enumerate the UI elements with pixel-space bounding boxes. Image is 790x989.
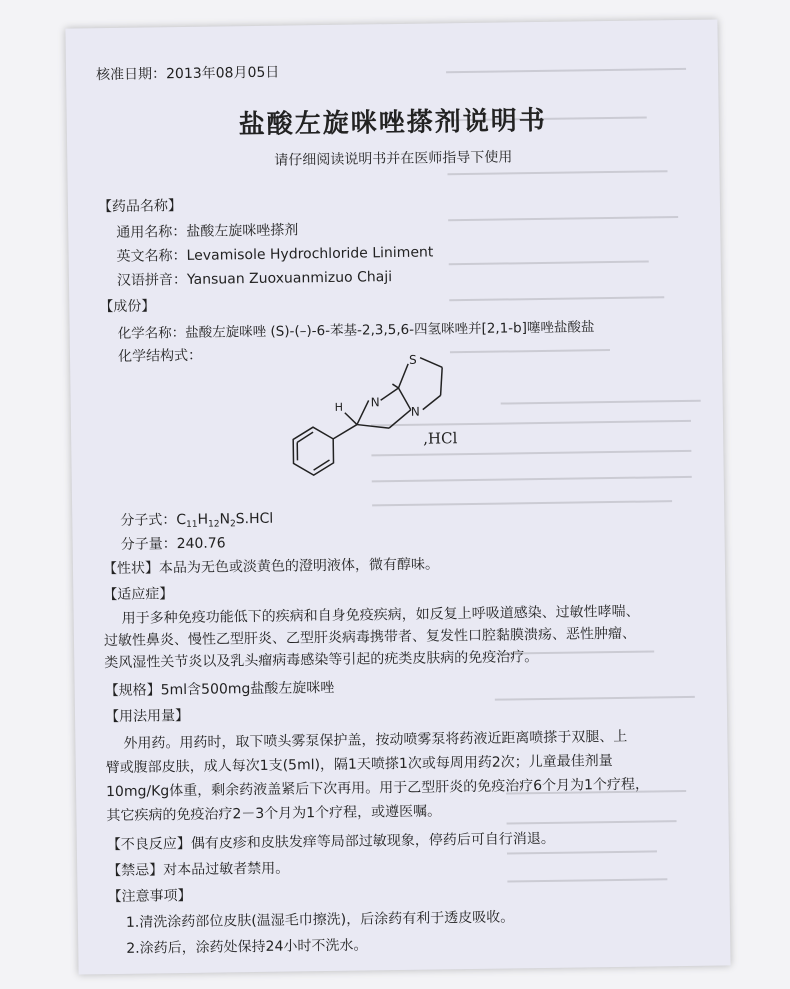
pinyin-name: 汉语拼音：Yansuan Zuoxuanmizuo Chaji [116, 269, 393, 289]
indications-line: 类风湿性关节炎以及乳头瘤病毒感染等引起的疣类皮肤病的免疫治疗。 [104, 649, 539, 672]
dosage-text [105, 723, 726, 828]
atom-h: H [334, 400, 344, 414]
adverse-reactions: 【不良反应】偶有皮疹和皮肤发痒等局部过敏现象，停药后可自行消退。 [106, 830, 555, 854]
atom-n2: N [410, 404, 420, 419]
indications-text [104, 599, 725, 674]
formula-c-count: 11 [186, 519, 198, 530]
leaflet-content [65, 19, 730, 974]
formula-n: N [219, 511, 231, 528]
formula-h: H [197, 511, 209, 528]
structure-label: 化学结构式： [117, 347, 203, 365]
precaution-item: 1.清洗涂药部位皮肤(温湿毛巾擦洗)，后涂药有利于透皮吸收。 [125, 909, 515, 931]
properties: 【性状】本品为无色或淡黄色的澄明液体，微有醇味。 [102, 556, 440, 578]
molecular-formula [120, 508, 273, 530]
leaflet-page [65, 19, 730, 974]
document-title: 盐酸左旋咪唑搽剂说明书 [238, 105, 547, 141]
section-heading-indications: 【适应症】 [103, 586, 174, 604]
specification: 【规格】5ml含500mg盐酸左旋咪唑 [104, 679, 335, 700]
section-heading-dosage: 【用法用量】 [104, 707, 190, 726]
formula-c: C [176, 511, 187, 529]
chemical-structure-diagram [260, 319, 492, 502]
atom-s: S [408, 352, 417, 367]
dosage-line: 10mg/Kg体重，剩余药液盖紧后下次再用。用于乙型肝炎的免疫治疗6个月为1个疗程， [105, 776, 650, 801]
document-subtitle: 请仔细阅读说明书并在医师指导下使用 [274, 149, 513, 169]
formula-rest: S.HCl [235, 510, 274, 528]
formula-prefix: 分子式： [120, 512, 177, 529]
approval-date: 核准日期：2013年08月05日 [95, 64, 280, 84]
formula-h-count: 12 [208, 519, 220, 530]
dosage-line: 臂或腹部皮肤，成人每次1支(5ml)，隔1天喷搽1次或每周用药2次；儿童最佳剂量 [105, 753, 613, 777]
hcl-label: ,HCl [423, 429, 458, 448]
dosage-line: 外用药。用药时，取下喷头雾泵保护盖，按动喷雾泵将药液近距离喷搽于双腿、上 [123, 728, 628, 752]
atom-n1: N [370, 395, 380, 410]
dosage-line: 其它疾病的免疫治疗2－3个月为1个疗程，或遵医嘱。 [106, 803, 442, 825]
contraindications: 【禁忌】对本品过敏者禁用。 [107, 860, 290, 880]
indications-line: 过敏性鼻炎、慢性乙型肝炎、乙型肝炎病毒携带者、复发性口腔黏膜溃疡、恶性肿瘤、 [103, 625, 637, 650]
section-heading-precautions: 【注意事项】 [107, 887, 192, 906]
molecular-weight: 分子量：240.76 [120, 535, 226, 553]
section-heading-drug-name: 【药品名称】 [97, 197, 183, 216]
precaution-item: 2.涂药后，涂药处保持24小时不洗水。 [126, 937, 368, 957]
chemical-name: 化学名称：盐酸左旋咪唑 (S)-(–)-6-苯基-2,3,5,6-四氢咪唑并[2,1-b]噻唑盐酸盐 [117, 319, 595, 342]
indications-line: 用于多种免疫功能低下的疾病和自身免疫疾病，如反复上呼吸道感染、过敏性哮喘、 [121, 603, 640, 627]
formula-n-count: 2 [229, 519, 236, 530]
generic-name: 通用名称：盐酸左旋咪唑搽剂 [116, 222, 299, 241]
benzene-ring [293, 427, 334, 476]
english-name: 英文名称：Levamisole Hydrochloride Liniment [116, 244, 434, 265]
section-heading-composition: 【成份】 [99, 298, 156, 316]
